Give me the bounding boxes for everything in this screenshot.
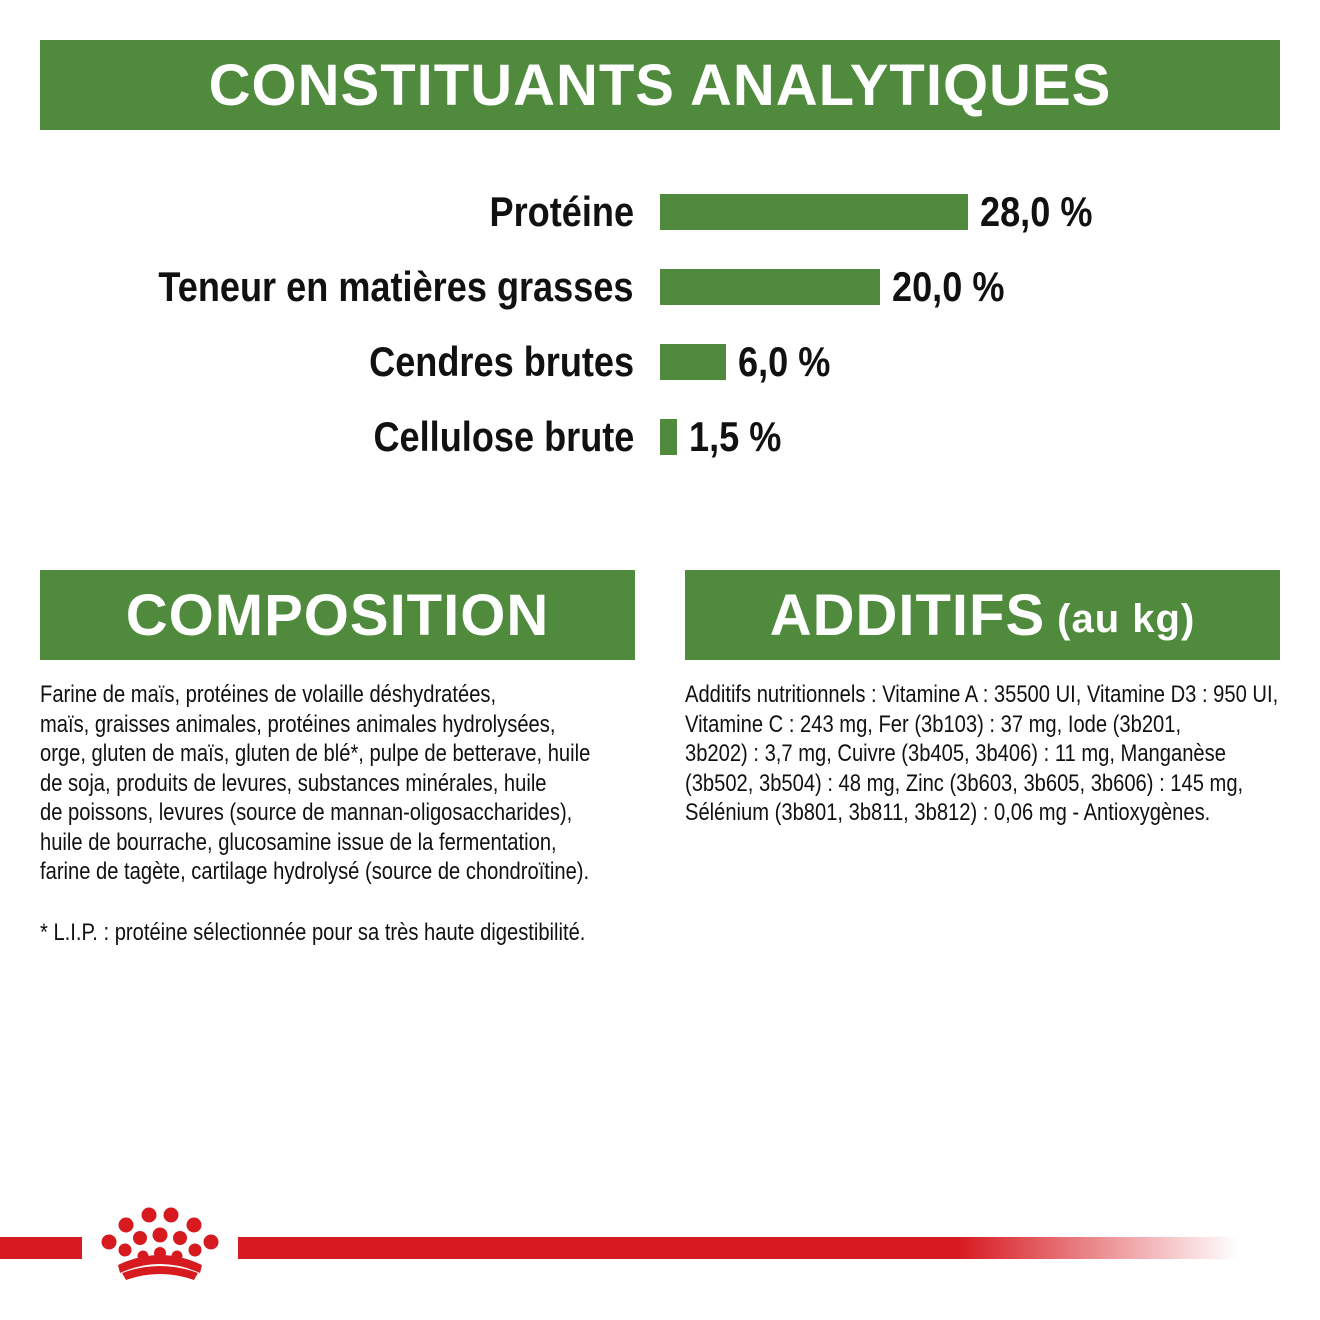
additives-text: Additifs nutritionnels : Vitamine A : 35500 UI, Vitamine D3 : 950 UI, Vitamine C : 243 mg, Fer (3b103) : 37 mg, Iode (3b201, 3b202) : 3,7 mg, Cuivre (3b405, 3b406) : 11 mg, Manganèse (3b502, 3b504) : 48 mg, Zinc (3b603, 3b605, 3b606) : 145 mg, Sélénium (3b801, 3b811, 3b812) : 0,06 mg - Antioxygènes.: [685, 681, 1279, 826]
brand-line-left: [0, 1237, 82, 1259]
analytics-row-bar: [660, 344, 726, 380]
analytics-row-label: Cellulose brute: [373, 413, 634, 460]
analytics-row-value: 20,0 %: [892, 263, 1005, 310]
analytics-row-value: 6,0 %: [738, 338, 831, 385]
additives-title-banner: [685, 570, 1280, 660]
composition-footnote: * L.I.P. : protéine sélectionnée pour sa très haute digestibilité.: [40, 919, 586, 946]
analytics-title-banner: [40, 40, 1280, 130]
analytics-row-bar: [660, 419, 677, 455]
analytics-row-value: 1,5 %: [688, 413, 781, 460]
composition-title: COMPOSITION: [125, 582, 550, 648]
analytics-row-bar: [660, 194, 968, 230]
analytics-row-label: Teneur en matières grasses: [158, 263, 634, 310]
analytics-row-fat: [0, 257, 1320, 317]
composition-text: Farine de maïs, protéines de volaille déshydratées, maïs, graisses animales, protéines animales hydrolysées, orge, gluten de maïs, gluten de blé*, pulpe de betterave, huile de soja, produits de levures, substances minérales, huile de poissons, levures (source de mannan-oligosaccharides), huile de bourrache, glucosamine issue de la fermentation, farine de tagète, cartilage hydrolysé (source de chondroïtine).: [40, 681, 591, 885]
analytics-row-protein: [0, 182, 1320, 242]
analytics-row-label: Cendres brutes: [369, 338, 634, 385]
analytics-row-fiber: [0, 407, 1320, 467]
analytics-row-ash: [0, 332, 1320, 392]
additives-subtitle: (au kg): [1057, 596, 1196, 641]
analytics-row-label: Protéine: [489, 188, 634, 235]
analytics-row-bar: [660, 269, 880, 305]
analytics-title: CONSTITUANTS ANALYTIQUES: [208, 52, 1112, 118]
analytics-row-value: 28,0 %: [980, 188, 1093, 235]
composition-title-banner: [40, 570, 635, 660]
additives-title: ADDITIFS: [769, 582, 1046, 648]
royal-canin-crown-icon: [90, 1205, 230, 1285]
brand-line-right: [238, 1237, 1238, 1259]
